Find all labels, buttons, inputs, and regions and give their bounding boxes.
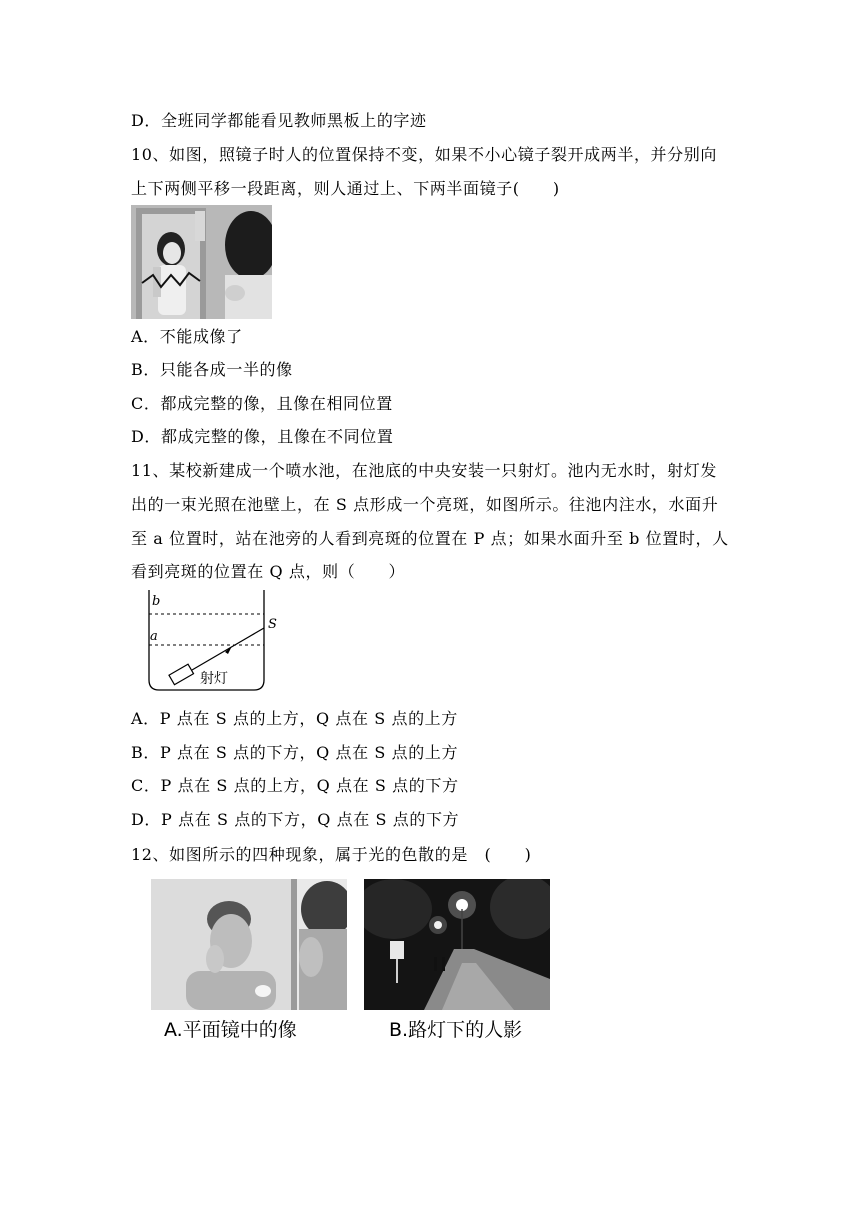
q10-mirror-photo [131,205,272,319]
pool-label-b: b [152,594,161,609]
q12-caption-b: B.路灯下的人影 [389,1019,523,1041]
q11-pool-diagram [140,590,285,694]
q12-streetlight-photo [364,879,550,1010]
q12-caption-a: A.平面镜中的像 [164,1019,297,1041]
q11-stem-line3: 至 a 位置时，站在池旁的人看到亮斑的位置在 P 点；如果水面升至 b 位置时，人 [131,529,729,548]
q10-stem-line2: 上下两侧平移一段距离，则人通过上、下两半面镜子( ) [131,179,560,198]
q10-option-b: B．只能各成一半的像 [131,360,293,379]
q12-shaving-mirror-photo [151,879,347,1010]
q11-stem-line4: 看到亮斑的位置在 Q 点，则（ ） [131,562,406,581]
q11-option-a: A．P 点在 S 点的上方，Q 点在 S 点的上方 [131,709,458,728]
q10-option-d: D．都成完整的像，且像在不同位置 [131,427,394,446]
q11-stem-line2: 出的一束光照在池壁上，在 S 点形成一个亮斑，如图所示。往池内注水，水面升 [131,495,719,514]
q11-option-d: D．P 点在 S 点的下方，Q 点在 S 点的下方 [131,810,460,829]
q11-stem-line1: 11、某校新建成一个喷水池，在池底的中央安装一只射灯。池内无水时，射灯发 [131,461,717,480]
pool-label-s: S [268,617,277,632]
q11-option-c: C．P 点在 S 点的上方，Q 点在 S 点的下方 [131,776,459,795]
q10-stem-line1: 10、如图，照镜子时人的位置保持不变，如果不小心镜子裂开成两半，并分别向 [131,145,717,164]
pool-label-a: a [150,629,158,644]
q9-option-d: D．全班同学都能看见教师黑板上的字迹 [131,111,427,130]
q12-stem: 12、如图所示的四种现象，属于光的色散的是 ( ) [131,845,532,864]
q11-option-b: B．P 点在 S 点的下方，Q 点在 S 点的上方 [131,743,459,762]
q10-option-c: C．都成完整的像，且像在相同位置 [131,394,393,413]
q10-option-a: A．不能成像了 [131,327,243,346]
pool-label-lamp: 射灯 [200,671,228,687]
